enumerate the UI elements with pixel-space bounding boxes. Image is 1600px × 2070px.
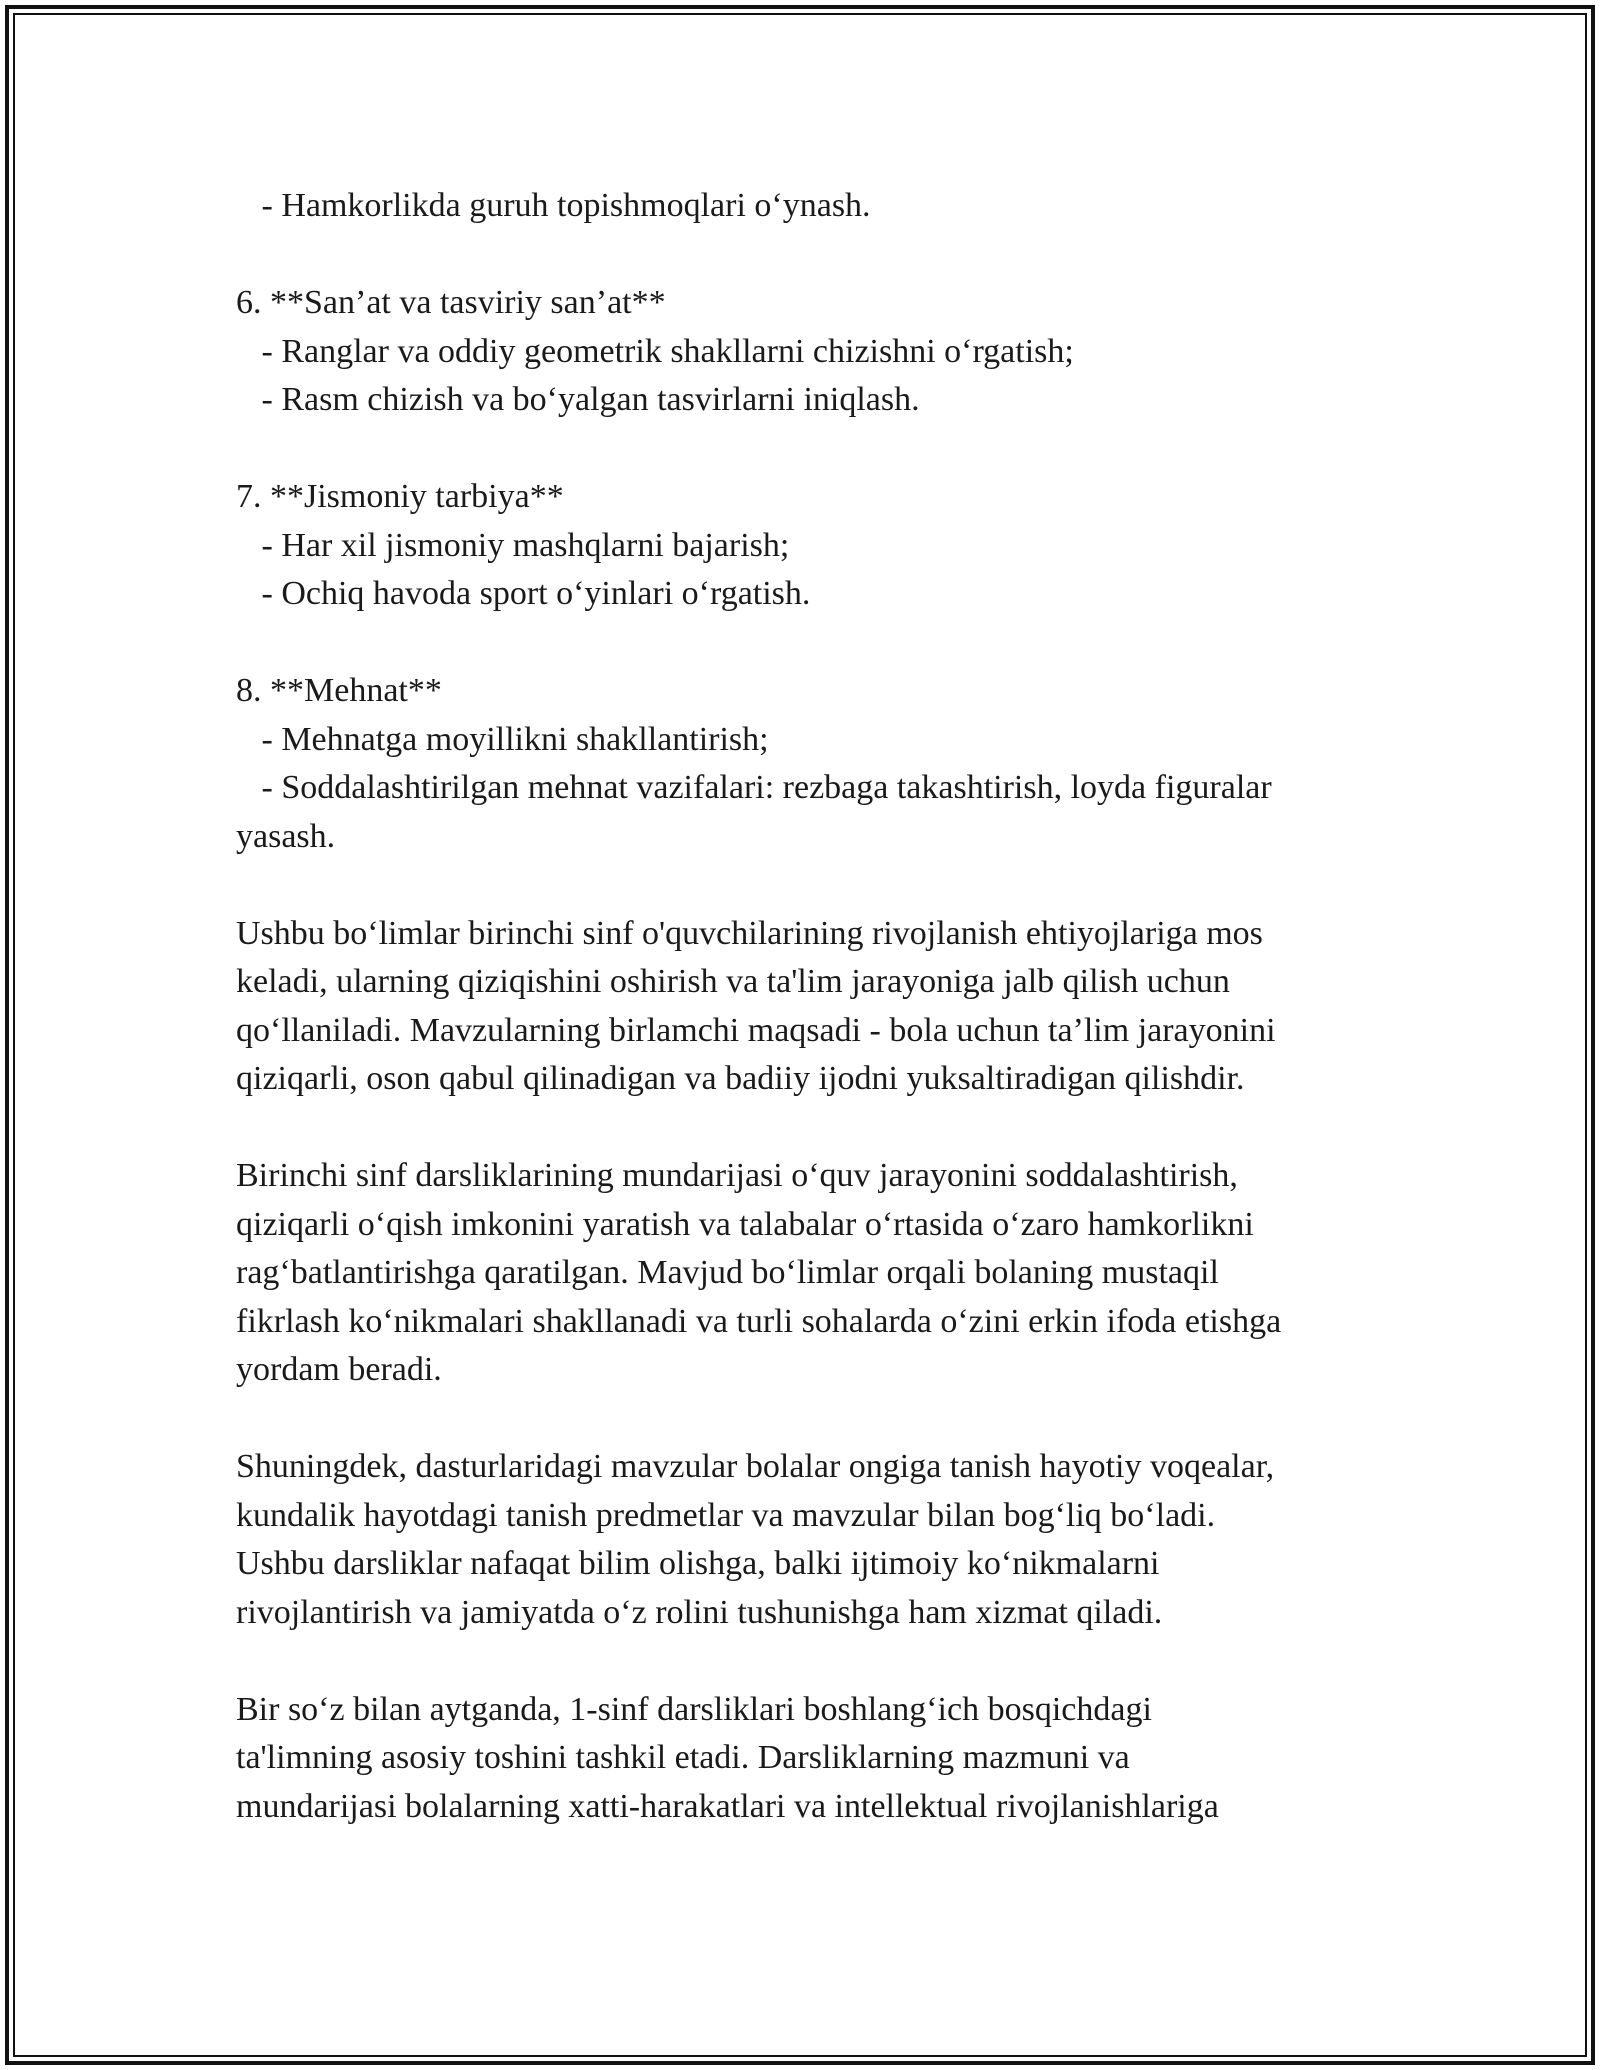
paragraph-line: mundarijasi bolalarning xatti-harakatlari va intellektual rivojlanishlariga <box>236 1787 1219 1825</box>
list-item: - Har xil jismoniy mashqlarni bajarish; <box>236 526 790 564</box>
blank-line <box>236 425 1386 474</box>
paragraph-2 <box>236 1152 1386 1395</box>
paragraph-line: rag‘batlantirishga qaratilgan. Mavjud bo‘limlar orqali bolaning mustaqil <box>236 1254 1219 1291</box>
list-item: - Rasm chizish va bo‘yalgan tasvirlarni iniqlash. <box>236 381 920 418</box>
blank-line <box>236 1637 1386 1686</box>
list-item-continuation: yasash. <box>236 817 336 855</box>
list-item: - Mehnatga moyillikni shakllantirish; <box>236 720 769 758</box>
paragraph-3 <box>236 1443 1386 1637</box>
list-item: - Ochiq havoda sport o‘yinlari o‘rgatish. <box>236 575 811 612</box>
paragraph-4 <box>236 1686 1386 1832</box>
paragraph-line: Birinchi sinf darsliklarining mundarijasi o‘quv jarayonini soddalashtirish, <box>236 1157 1238 1194</box>
paragraph-line: kundalik hayotdagi tanish predmetlar va mavzular bilan bog‘liq bo‘ladi. <box>236 1496 1216 1534</box>
section-6 <box>236 279 1386 425</box>
section-7 <box>236 473 1386 619</box>
list-item: - Hamkorlikda guruh topishmoqlari o‘ynash. <box>236 187 871 224</box>
document-body <box>236 182 1386 1831</box>
paragraph-line: ta'limning asosiy toshini tashkil etadi. Darsliklarning mazmuni va <box>236 1739 1130 1776</box>
paragraph-line: fikrlash ko‘nikmalari shakllanadi va turli sohalarda o‘zini erkin ifoda etishga <box>236 1302 1282 1340</box>
paragraph-1 <box>236 910 1386 1104</box>
blank-line <box>236 231 1386 280</box>
list-continuation <box>236 182 1386 231</box>
section-heading: 6. **San’at va tasviriy san’at** <box>236 284 666 321</box>
blank-line <box>236 1395 1386 1444</box>
paragraph-line: Shuningdek, dasturlaridagi mavzular bolalar ongiga tanish hayotiy voqealar, <box>236 1448 1275 1485</box>
section-heading: 7. **Jismoniy tarbiya** <box>236 478 564 515</box>
section-heading: 8. **Mehnat** <box>236 672 442 709</box>
paragraph-line: yordam beradi. <box>236 1351 442 1388</box>
paragraph-line: Ushbu darsliklar nafaqat bilim olishga, balki ijtimoiy ko‘nikmalarni <box>236 1545 1160 1582</box>
paragraph-line: Bir so‘z bilan aytganda, 1-sinf darsliklari boshlang‘ich bosqichdagi <box>236 1690 1152 1728</box>
paragraph-line: rivojlantirish va jamiyatda o‘z rolini tushunishga ham xizmat qiladi. <box>236 1593 1163 1631</box>
list-item: - Soddalashtirilgan mehnat vazifalari: rezbaga takashtirish, loyda figuralar <box>236 769 1272 806</box>
section-8 <box>236 667 1386 861</box>
blank-line <box>236 861 1386 910</box>
blank-line <box>236 619 1386 668</box>
list-item: - Ranglar va oddiy geometrik shakllarni chizishni o‘rgatish; <box>236 332 1074 370</box>
paragraph-line: qo‘llaniladi. Mavzularning birlamchi maqsadi - bola uchun ta’lim jarayonini <box>236 1011 1276 1049</box>
paragraph-line: qiziqarli, oson qabul qilinadigan va badiiy ijodni yuksaltiradigan qilishdir. <box>236 1060 1245 1097</box>
paragraph-line: qiziqarli o‘qish imkonini yaratish va talabalar o‘rtasida o‘zaro hamkorlikni <box>236 1205 1254 1243</box>
paragraph-line: keladi, ularning qiziqishini oshirish va ta'lim jarayoniga jalb qilish uchun <box>236 963 1230 1000</box>
paragraph-line: Ushbu bo‘limlar birinchi sinf o'quvchilarining rivojlanish ehtiyojlariga mos <box>236 914 1263 952</box>
blank-line <box>236 1104 1386 1153</box>
